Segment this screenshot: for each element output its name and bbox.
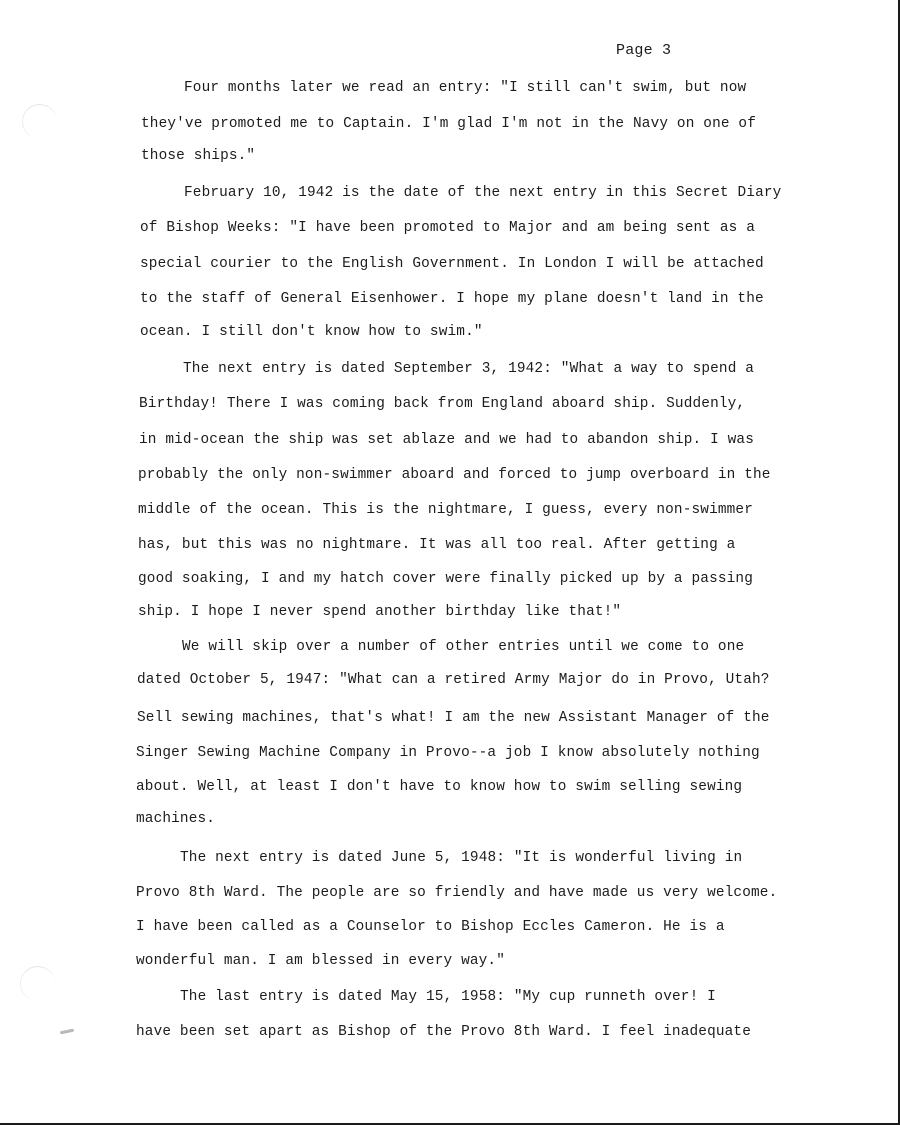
text-line: good soaking, I and my hatch cover were finally picked up by a passing [138,571,754,587]
stray-mark [60,1029,74,1035]
text-line: Provo 8th Ward. The people are so friendly and have made us very welcome. [136,885,778,901]
text-line: special courier to the English Government. In London I will be attached [140,256,764,272]
punch-hole-top [22,104,57,139]
text-line: Four months later we read an entry: "I still can't swim, but now [184,80,747,96]
text-line: Birthday! There I was coming back from England aboard ship. Suddenly, [139,396,746,412]
text-line: The next entry is dated June 5, 1948: "It is wonderful living in [180,850,743,866]
text-line: to the staff of General Eisenhower. I hope my plane doesn't land in the [140,291,764,307]
text-line: they've promoted me to Captain. I'm glad I'm not in the Navy on one of [141,116,757,132]
text-line: ocean. I still don't know how to swim." [140,324,483,340]
text-line: machines. [136,811,216,827]
text-line: wonderful man. I am blessed in every way." [136,953,506,969]
text-line: dated October 5, 1947: "What can a retired Army Major do in Provo, Utah? [137,672,770,688]
text-line: February 10, 1942 is the date of the next entry in this Secret Diary [184,185,782,201]
text-line: probably the only non-swimmer aboard and forced to jump overboard in the [138,467,771,483]
punch-hole-bottom [20,966,55,1001]
text-line: of Bishop Weeks: "I have been promoted to Major and am being sent as a [140,220,756,236]
text-line: has, but this was no nightmare. It was all too real. After getting a [138,537,736,553]
text-line: The last entry is dated May 15, 1958: "My cup runneth over! I [180,989,716,1005]
text-line: those ships." [141,148,256,164]
text-line: about. Well, at least I don't have to know how to swim selling sewing [136,779,743,795]
text-line: ship. I hope I never spend another birthday like that!" [138,604,622,620]
text-line: have been set apart as Bishop of the Provo 8th Ward. I feel inadequate [136,1024,752,1040]
text-line: The next entry is dated September 3, 1942: "What a way to spend a [183,361,755,377]
text-line: in mid-ocean the ship was set ablaze and we had to abandon ship. I was [139,432,755,448]
text-line: middle of the ocean. This is the nightmare, I guess, every non-swimmer [138,502,754,518]
page-number: Page 3 [616,42,672,59]
text-line: I have been called as a Counselor to Bishop Eccles Cameron. He is a [136,919,725,935]
text-line: Singer Sewing Machine Company in Provo--a job I know absolutely nothing [136,745,760,761]
text-line: Sell sewing machines, that's what! I am the new Assistant Manager of the [137,710,770,726]
text-line: We will skip over a number of other entries until we come to one [182,639,745,655]
